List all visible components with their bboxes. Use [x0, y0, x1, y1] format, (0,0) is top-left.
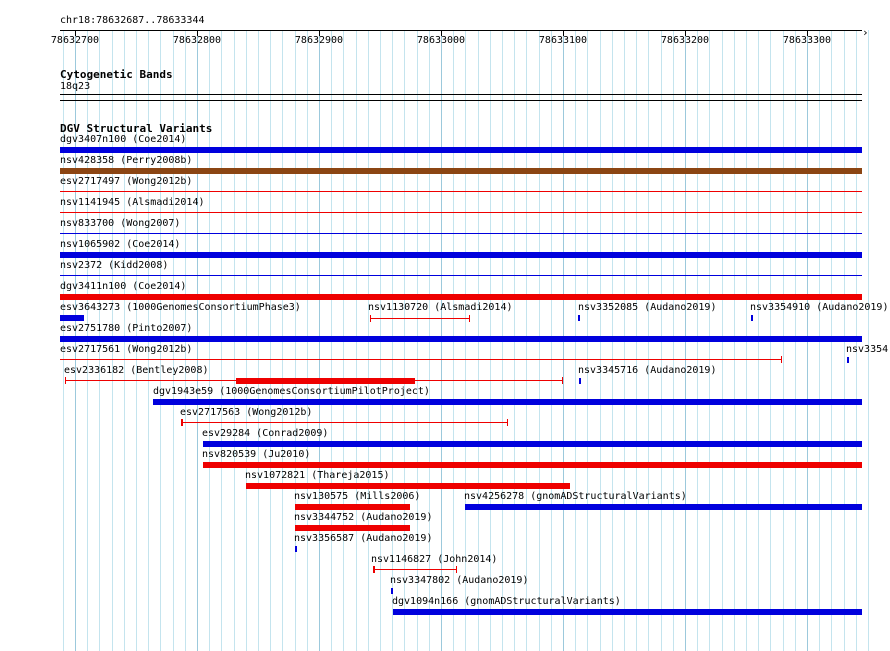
sv-feature-bar[interactable]	[203, 462, 862, 468]
sv-feature-line[interactable]	[60, 191, 862, 192]
cytoband-label: 18q23	[60, 81, 91, 92]
feature-label[interactable]: dgv3411n100 (Coe2014)	[60, 281, 187, 292]
ruler-location: chr18:78632687..78633344	[60, 15, 205, 26]
sv-feature-cap	[469, 315, 470, 322]
sv-feature-cap	[456, 566, 457, 573]
ruler-tick-label: 78632700	[50, 35, 100, 46]
sv-feature-tick[interactable]	[391, 588, 393, 594]
feature-label[interactable]: nsv1065902 (Coe2014)	[60, 239, 181, 250]
sv-feature-tick[interactable]	[578, 315, 580, 321]
sv-feature-bar[interactable]	[236, 378, 415, 384]
feature-label[interactable]: nsv130575 (Mills2006)	[294, 491, 421, 502]
ruler-arrow-right-icon: ›	[862, 26, 869, 39]
sv-feature-line[interactable]	[373, 569, 457, 570]
sv-feature-cap	[65, 377, 66, 384]
ruler-tick-label: 78632800	[172, 35, 222, 46]
sv-feature-cap	[507, 419, 508, 426]
feature-label[interactable]: dgv3407n100 (Coe2014)	[60, 134, 187, 145]
sv-feature-cap	[373, 566, 375, 573]
sv-feature-bar[interactable]	[60, 168, 862, 174]
feature-label[interactable]: nsv3347802 (Audano2019)	[390, 575, 529, 586]
sv-feature-bar[interactable]	[60, 294, 862, 300]
cytoband-bar-bottom[interactable]	[60, 100, 862, 101]
feature-label[interactable]: nsv3354	[846, 344, 889, 355]
sv-feature-line[interactable]	[370, 318, 470, 319]
sv-feature-bar[interactable]	[60, 315, 84, 321]
ruler-tick-label: 78633300	[782, 35, 832, 46]
ruler-tick-label: 78633200	[660, 35, 710, 46]
sv-feature-line[interactable]	[60, 359, 782, 360]
sv-feature-cap	[562, 377, 563, 384]
ruler-tick-label: 78633100	[538, 35, 588, 46]
sv-feature-tick[interactable]	[847, 357, 849, 363]
sv-feature-line[interactable]	[181, 422, 508, 423]
feature-label[interactable]: nsv3344752 (Audano2019)	[294, 512, 433, 523]
sv-feature-cap	[370, 315, 371, 322]
sv-feature-bar[interactable]	[60, 147, 862, 153]
ruler-axis	[60, 30, 862, 31]
sv-feature-cap	[781, 356, 782, 363]
sv-feature-cap	[181, 419, 183, 426]
feature-label[interactable]: nsv1146827 (John2014)	[371, 554, 498, 565]
feature-label[interactable]: nsv3345716 (Audano2019)	[578, 365, 717, 376]
sv-feature-line[interactable]	[60, 212, 862, 213]
feature-label[interactable]: nsv428358 (Perry2008b)	[60, 155, 193, 166]
feature-label[interactable]: nsv3354910 (Audano2019)	[750, 302, 889, 313]
sv-feature-line[interactable]	[60, 233, 862, 234]
feature-label[interactable]: nsv833700 (Wong2007)	[60, 218, 181, 229]
sv-feature-tick[interactable]	[579, 378, 581, 384]
feature-label[interactable]: esv3643273 (1000GenomesConsortiumPhase3)	[60, 302, 301, 313]
feature-label[interactable]: dgv1094n166 (gnomADStructuralVariants)	[392, 596, 621, 607]
ruler-tick-label: 78632900	[294, 35, 344, 46]
feature-label[interactable]: nsv820539 (Ju2010)	[202, 449, 311, 460]
sv-feature-tick[interactable]	[295, 546, 297, 552]
cytoband-bar-top[interactable]	[60, 94, 862, 95]
feature-label[interactable]: esv2717563 (Wong2012b)	[180, 407, 313, 418]
feature-label[interactable]: nsv2372 (Kidd2008)	[60, 260, 169, 271]
ruler-tick-label: 78633000	[416, 35, 466, 46]
sv-feature-bar[interactable]	[246, 483, 570, 489]
feature-label[interactable]: dgv1943e59 (1000GenomesConsortiumPilotProject)	[153, 386, 430, 397]
feature-label[interactable]: esv2336182 (Bentley2008)	[64, 365, 209, 376]
sv-feature-bar[interactable]	[203, 441, 862, 447]
feature-label[interactable]: nsv4256278 (gnomADStructuralVariants)	[464, 491, 687, 502]
feature-label[interactable]: esv2717561 (Wong2012b)	[60, 344, 193, 355]
sv-feature-tick[interactable]	[751, 315, 753, 321]
sv-feature-bar[interactable]	[60, 252, 862, 258]
sv-feature-bar[interactable]	[295, 525, 410, 531]
sv-feature-bar[interactable]	[393, 609, 862, 615]
track-title-dgv[interactable]: DGV Structural Variants	[60, 122, 213, 135]
feature-label[interactable]: nsv1141945 (Alsmadi2014)	[60, 197, 205, 208]
feature-label[interactable]: nsv1130720 (Alsmadi2014)	[368, 302, 513, 313]
feature-label[interactable]: nsv3356587 (Audano2019)	[294, 533, 433, 544]
sv-feature-bar[interactable]	[295, 504, 410, 510]
track-title-cytobands[interactable]: Cytogenetic Bands	[60, 68, 173, 81]
feature-label[interactable]: esv2717497 (Wong2012b)	[60, 176, 193, 187]
sv-feature-bar[interactable]	[60, 336, 862, 342]
grid-line	[868, 30, 869, 651]
feature-label[interactable]: esv29284 (Conrad2009)	[202, 428, 329, 439]
sv-feature-bar[interactable]	[465, 504, 862, 510]
feature-label[interactable]: esv2751780 (Pinto2007)	[60, 323, 193, 334]
feature-label[interactable]: nsv3352085 (Audano2019)	[578, 302, 717, 313]
feature-label[interactable]: nsv1072821 (Thareja2015)	[245, 470, 390, 481]
sv-feature-bar[interactable]	[153, 399, 862, 405]
sv-feature-line[interactable]	[60, 275, 862, 276]
